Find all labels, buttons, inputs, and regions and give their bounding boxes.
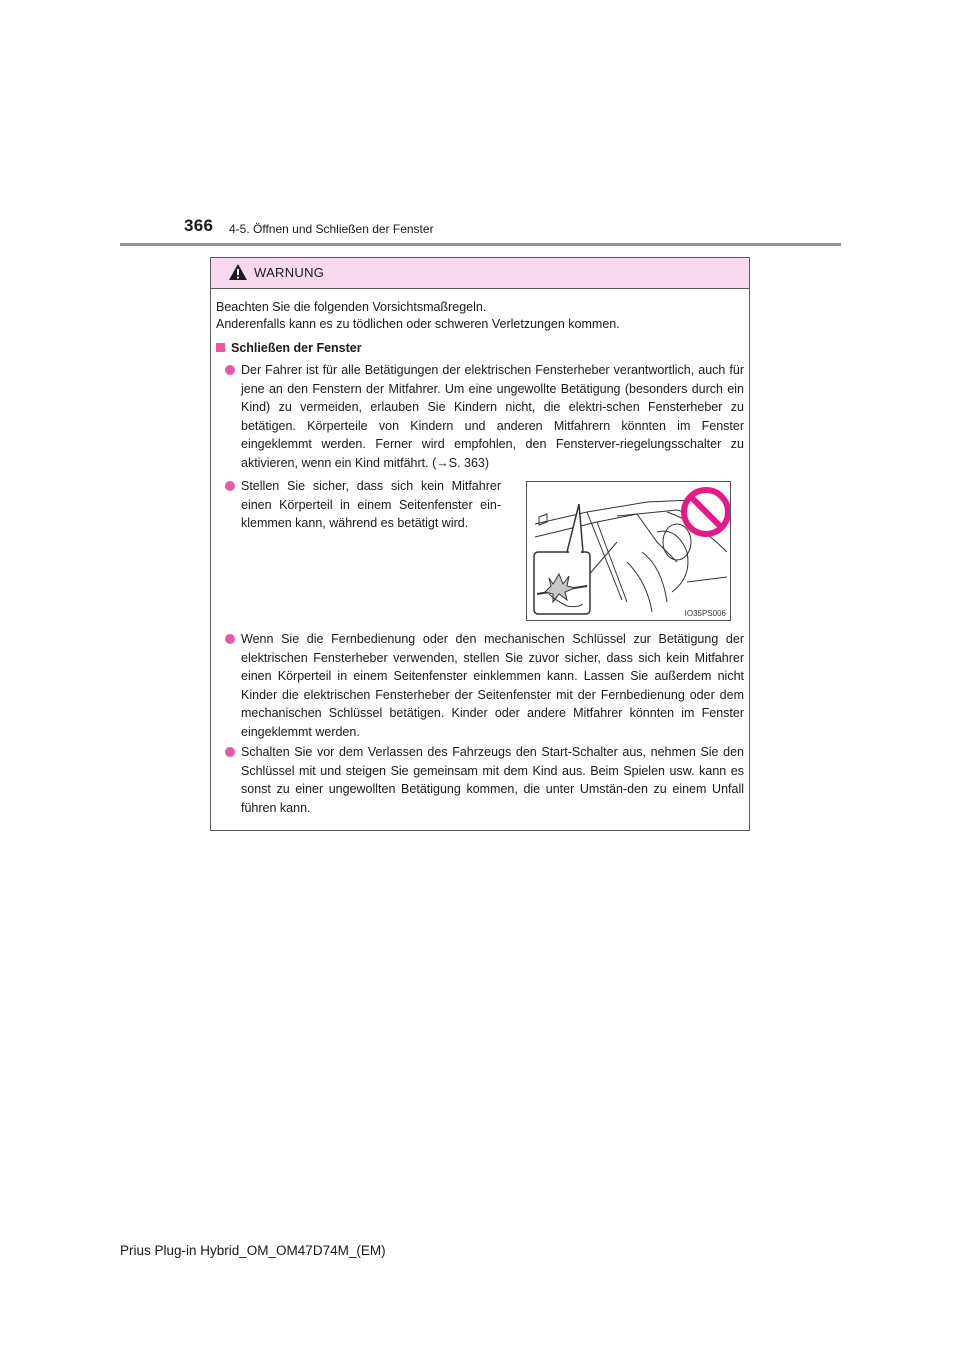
- illustration-code: IO35PS006: [684, 609, 726, 618]
- bullet-text: Stellen Sie sicher, dass sich kein Mitfahrer einen Körperteil in einem Seitenfenster ein-klemmen kann, während es betätigt wird.: [241, 479, 501, 530]
- bullet-text: Wenn Sie die Fernbedienung oder den mechanischen Schlüssel zur Betätigung der elektrischen Fensterheber verwenden, stellen Sie zuvor sicher, dass sich kein Mitfahrer einen Körperteil in einem Seitenfenster einklemmen kann. Lassen Sie außerdem nicht Kinder die elektrischen Fensterheber der Seitenfenster mit der Fernbedienung oder dem mechanischen Schlüssel betätigen. Kinder oder andere Mitfahrer könnten im Fenster eingeklemmt werden.: [241, 632, 744, 739]
- bullet-dot-icon: [225, 747, 235, 757]
- bullet-text: Der Fahrer ist für alle Betätigungen der elektrischen Fensterheber verantwortlich, auch für jene an den Fenstern der Mitfahrer. Um eine ungewollte Betätigung (besonders durch ein Kind) zu vermeiden, erlauben Sie Kindern nicht, die elektri-schen Fensterheber zu betätigen. Körperteile von Kindern und anderen Mitfahrern könnten im Fenster eingeklemmt werden. Ferner wird empfohlen, den Fensterver-riegelungsschalter zu aktivieren, wenn ein Kind mitfährt. (→S. 363): [241, 363, 744, 470]
- intro-line-2: Anderenfalls kann es zu tödlichen oder schweren Verletzungen kommen.: [216, 317, 620, 331]
- bullet-item: [225, 630, 744, 741]
- warning-header: [211, 258, 749, 289]
- bullet-dot-icon: [225, 634, 235, 644]
- bullet-item: [225, 477, 501, 533]
- warning-title: WARNUNG: [254, 265, 325, 280]
- subheading: [216, 341, 362, 355]
- car-interior-illustration: [527, 482, 731, 621]
- bullet-dot-icon: [225, 481, 235, 491]
- intro-line-1: Beachten Sie die folgenden Vorsichtsmaßregeln.: [216, 300, 487, 314]
- illustration-window-pinch: [526, 481, 731, 621]
- bullet-item: [225, 743, 744, 817]
- warning-intro: [216, 299, 746, 333]
- bullet-item: [225, 361, 744, 472]
- page-number: 366: [184, 216, 214, 235]
- document-id: Prius Plug-in Hybrid_OM_OM47D74M_(EM): [120, 1243, 386, 1258]
- section-title: 4-5. Öffnen und Schließen der Fenster: [229, 222, 434, 236]
- square-bullet-icon: [216, 343, 225, 352]
- bullet-dot-icon: [225, 365, 235, 375]
- bullet-text: Schalten Sie vor dem Verlassen des Fahrzeugs den Start-Schalter aus, nehmen Sie den Schlüssel mit und steigen Sie gemeinsam mit dem Kind aus. Beim Spielen usw. kann es sonst zu einer ungewollten Betätigung kommen, die unter Umstän-den zu einem Unfall führen kann.: [241, 745, 744, 815]
- header-divider: [120, 243, 841, 246]
- warning-box: [210, 257, 750, 831]
- warning-triangle-icon: [228, 263, 248, 281]
- subheading-text: Schließen der Fenster: [231, 341, 362, 355]
